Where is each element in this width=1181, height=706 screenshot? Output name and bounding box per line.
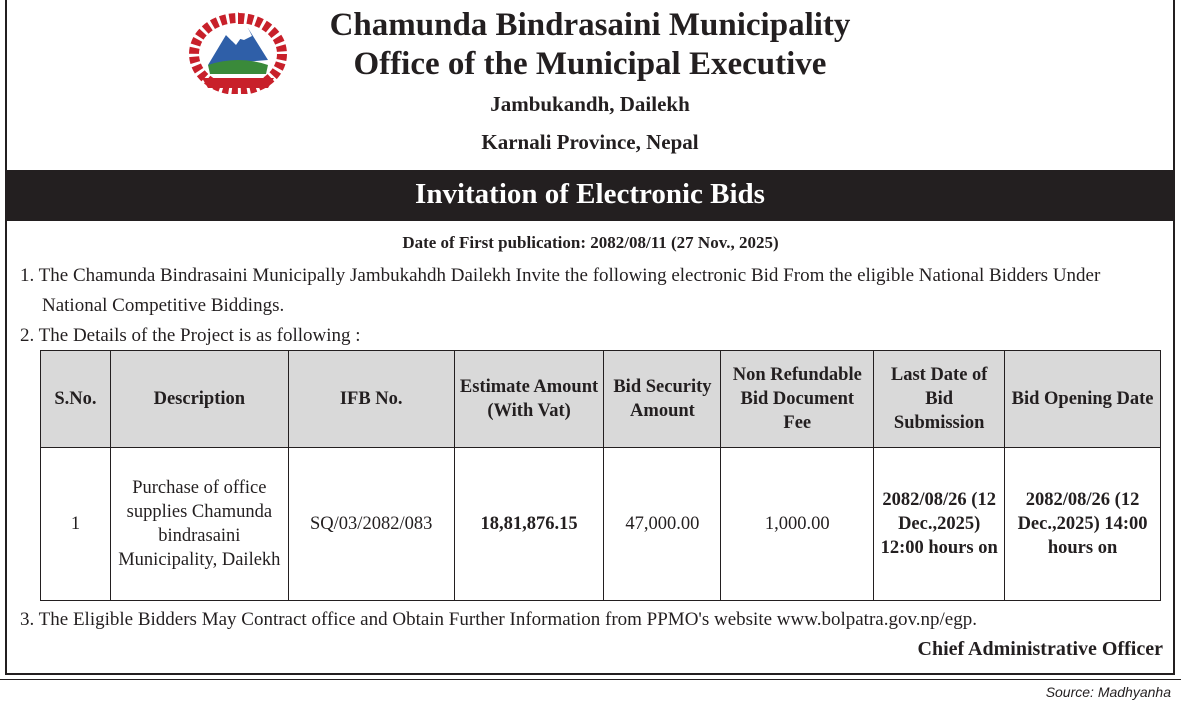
paragraph-1-line-1: 1. The Chamunda Bindrasaini Municipally Jambukahdh Dailekh Invite the following electronic Bid From the eligible National Bidders Under — [20, 265, 1101, 286]
municipality-name: Chamunda Bindrasaini Municipality — [329, 7, 851, 43]
column-header: IFB No. — [288, 351, 454, 448]
last-submission-date: 2082/08/26 (12 Dec.,2025) 12:00 hours on — [874, 448, 1005, 601]
ifb-number: SQ/03/2082/083 — [288, 448, 454, 601]
nepal-emblem-icon — [188, 10, 288, 94]
paragraph-3: 3. The Eligible Bidders May Contract office and Obtain Further Information from PPMO's website www.bolpatra.gov.np/egp. — [20, 609, 977, 630]
column-header: Estimate Amount (With Vat) — [454, 351, 604, 448]
estimate-amount: 18,81,876.15 — [454, 448, 604, 601]
bid-document-fee: 1,000.00 — [721, 448, 874, 601]
source-credit: Source: Madhyanha — [1045, 684, 1171, 700]
address-line-1: Jambukandh, Dailekh — [490, 92, 690, 116]
table-header-row — [41, 351, 1161, 448]
project-details-table — [40, 350, 1161, 601]
divider — [0, 679, 1181, 680]
column-header: Description — [110, 351, 288, 448]
bid-security-amount: 47,000.00 — [604, 448, 721, 601]
notice-title-banner: Invitation of Electronic Bids — [5, 170, 1175, 221]
column-header: Last Date of Bid Submission — [874, 351, 1005, 448]
office-name: Office of the Municipal Executive — [353, 46, 827, 82]
serial-number: 1 — [41, 448, 111, 601]
description: Purchase of office supplies Chamunda bindrasaini Municipality, Dailekh — [110, 448, 288, 601]
paragraph-1-line-2: National Competitive Biddings. — [42, 295, 285, 316]
column-header: Bid Opening Date — [1005, 351, 1161, 448]
paragraph-2: 2. The Details of the Project is as following : — [20, 325, 361, 346]
table-row — [41, 448, 1161, 601]
bid-opening-date: 2082/08/26 (12 Dec.,2025) 14:00 hours on — [1005, 448, 1161, 601]
signatory: Chief Administrative Officer — [917, 638, 1163, 660]
column-header: Non Refundable Bid Document Fee — [721, 351, 874, 448]
address-line-2: Karnali Province, Nepal — [481, 130, 699, 154]
publication-date: Date of First publication: 2082/08/11 (27 Nov., 2025) — [402, 233, 779, 252]
column-header: S.No. — [41, 351, 111, 448]
column-header: Bid Security Amount — [604, 351, 721, 448]
